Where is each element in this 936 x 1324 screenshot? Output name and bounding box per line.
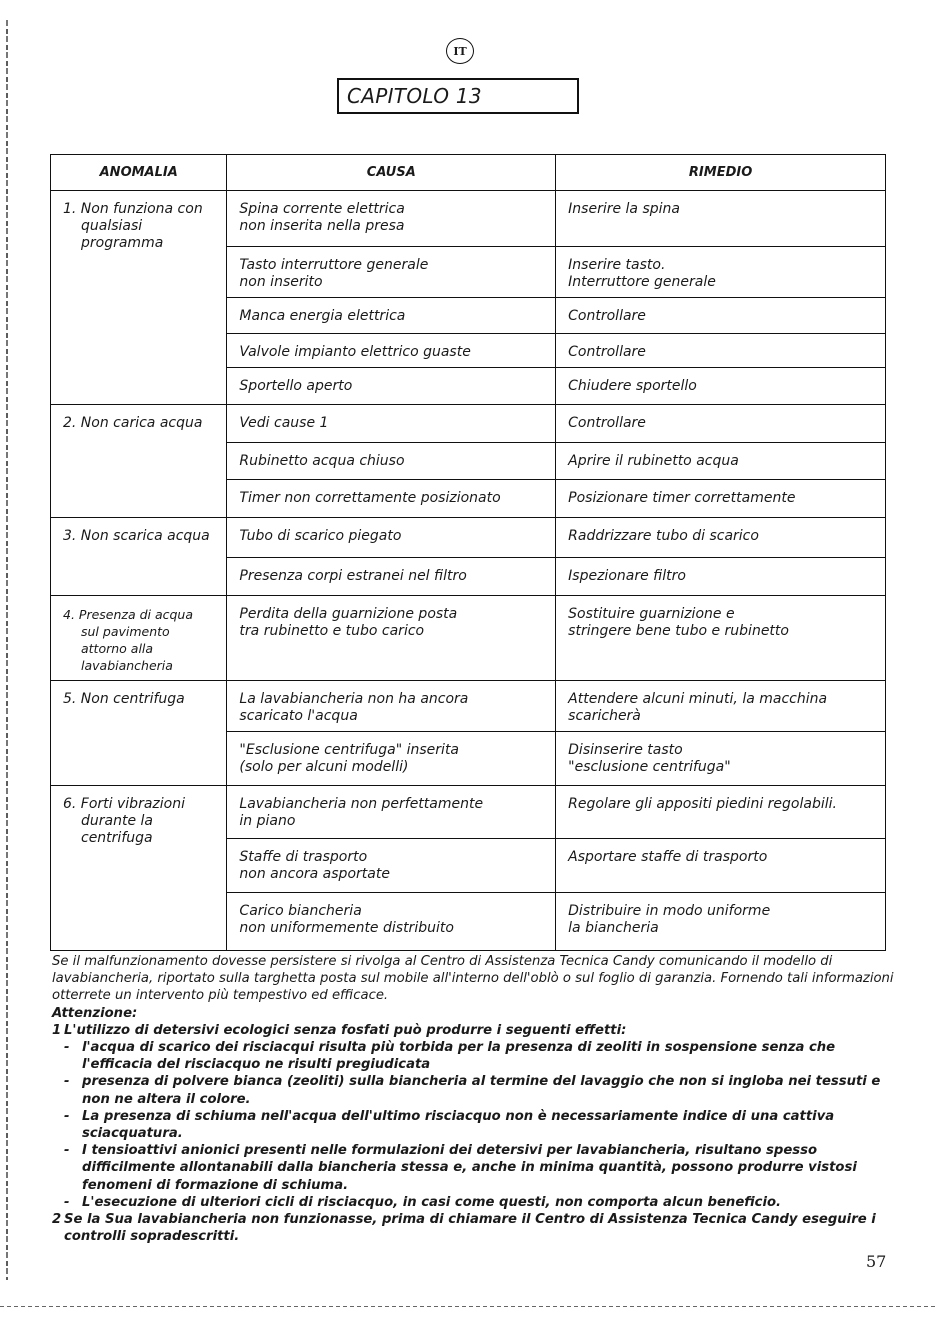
chapter-title: CAPITOLO 13 [337, 78, 579, 114]
anomaly-text: 3. Non scarica acqua [63, 528, 210, 544]
cause-line: (solo per alcuni modelli) [239, 759, 409, 775]
note-item-2 [52, 1211, 894, 1245]
remedy-cell: Controllare [556, 334, 886, 368]
remedy-cell [556, 893, 886, 951]
cause-cell [227, 893, 556, 951]
anomaly-cell [51, 681, 227, 786]
cause-cell [227, 681, 556, 732]
troubleshooting-table [50, 154, 886, 951]
table-row [51, 405, 886, 443]
cause-cell [227, 191, 556, 247]
cause-line: in piano [239, 813, 296, 829]
table-row [51, 786, 886, 839]
cause-line: non uniformemente distribuito [239, 920, 454, 936]
cause-line: non ancora asportate [239, 866, 390, 882]
remedy-line: Inserire la spina [568, 201, 680, 217]
note-item-number: 1 [52, 1022, 62, 1038]
table-row [51, 518, 886, 558]
cause-cell [227, 247, 556, 298]
remedy-cell: Controllare [556, 298, 886, 334]
cause-cell: Valvole impianto elettrico guaste [227, 334, 556, 368]
note-item-number: 2 [52, 1212, 62, 1228]
anomaly-cell [51, 191, 227, 405]
anomaly-cell [51, 405, 227, 518]
list-item-text: La presenza di schiuma nell'acqua dell'ultimo risciacquo non è necessariamente indice di una cattiva sciacquatura. [82, 1108, 835, 1142]
remedy-line: Sostituire guarnizione e [568, 606, 735, 622]
list-item-text: L'esecuzione di ulteriori cicli di risciacquo, in casi come questi, non comporta alcun beneficio. [82, 1194, 782, 1210]
list-item: - La presenza di schiuma nell'acqua dell'ultimo risciacquo non è necessariamente indice di una cattiva sciacquatura. [64, 1108, 835, 1142]
cause-cell [227, 596, 556, 681]
list-item: - I tensioattivi anionici presenti nelle formulazioni dei detersivi per lavabiancheria, risultano spesso difficilmente allontanabili dalla biancheria stessa e, anche in minima quantità, possono produrre vistosi fenomeni di formazione di schiuma. [64, 1143, 857, 1193]
cause-cell: Manca energia elettrica [227, 298, 556, 334]
header-anomalia: ANOMALIA [51, 155, 227, 191]
cause-line: non inserita nella presa [239, 218, 405, 234]
header-rimedio: RIMEDIO [556, 155, 886, 191]
cause-line: Staffe di trasporto [239, 849, 368, 865]
anomaly-text: 1. Non funziona con qualsiasi programma [63, 201, 203, 251]
cause-cell [227, 786, 556, 839]
remedy-cell [556, 681, 886, 732]
intro-paragraph: Se il malfunzionamento dovesse persistere si rivolga al Centro di Assistenza Tecnica Candy comunicando il modello di lavabiancheria, riportato sulla targhetta posta sul mobile all'interno dell'oblò o sul foglio di garanzia. Fornendo tali informazioni otterrete un intervento più tempestivo ed efficace. [52, 954, 894, 1004]
cause-cell [227, 732, 556, 786]
anomaly-text: 4. Presenza di acqua sul pavimento attorno alla lavabiancheria [63, 607, 194, 673]
cause-line: La lavabiancheria non ha ancora [239, 691, 469, 707]
table-row [51, 681, 886, 732]
cause-cell [227, 839, 556, 893]
cause-line: tra rubinetto e tubo carico [239, 623, 425, 639]
remedy-cell: Controllare [556, 405, 886, 443]
anomaly-text: 5. Non centrifuga [63, 691, 185, 707]
remedy-cell [556, 839, 886, 893]
remedy-line: "esclusione centrifuga" [568, 759, 731, 775]
header-causa: CAUSA [227, 155, 556, 191]
notes-section [52, 953, 894, 1245]
anomaly-cell [51, 786, 227, 951]
remedy-cell [556, 247, 886, 298]
note-item-1 [52, 1022, 894, 1039]
list-item-text: l'acqua di scarico dei risciacqui risulta più torbida per la presenza di zeoliti in sospensione senza che l'efficacia del risciacquo ne risulti pregiudicata [82, 1040, 836, 1073]
remedy-line: stringere bene tubo e rubinetto [568, 623, 789, 639]
scan-bottom-edge [0, 1306, 936, 1307]
list-item: - presenza di polvere bianca (zeoliti) sulla biancheria al termine del lavaggio che non si ingloba nei tessuti e non ne altera il colore. [64, 1074, 881, 1107]
note-item-text: Se la Sua lavabiancheria non funzionasse, prima di chiamare il Centro di Assistenza Tecnica Candy eseguire i controlli sopradescritti. [64, 1212, 876, 1245]
remedy-cell: Ispezionare filtro [556, 558, 886, 596]
remedy-cell: Aprire il rubinetto acqua [556, 443, 886, 480]
cause-cell: Presenza corpi estranei nel filtro [227, 558, 556, 596]
cause-line: Perdita della guarnizione posta [239, 606, 458, 622]
list-item-text: presenza di polvere bianca (zeoliti) sulla biancheria al termine del lavaggio che non si ingloba nei tessuti e non ne altera il colore. [82, 1074, 881, 1107]
cause-line: Carico biancheria [239, 903, 362, 919]
cause-cell: Sportello aperto [227, 368, 556, 405]
cause-line: Lavabiancheria non perfettamente [239, 796, 484, 812]
page-number: 57 [866, 1252, 887, 1271]
cause-line: Spina corrente elettrica [239, 201, 405, 217]
remedy-line: Regolare gli appositi piedini regolabili. [568, 796, 837, 812]
attention-label: Attenzione: [52, 1005, 138, 1021]
remedy-cell [556, 786, 886, 839]
remedy-line: Disinserire tasto [568, 742, 683, 758]
cause-cell: Tubo di scarico piegato [227, 518, 556, 558]
list-item: - L'esecuzione di ulteriori cicli di risciacquo, in casi come questi, non comporta alcun beneficio. [64, 1194, 782, 1210]
remedy-cell [556, 596, 886, 681]
language-badge-label: IT [453, 44, 467, 58]
cause-line: non inserito [239, 274, 323, 290]
table-header-row [51, 155, 886, 191]
list-item: - l'acqua di scarico dei risciacqui risulta più torbida per la presenza di zeoliti in sospensione senza che l'efficacia del risciacquo ne risulti pregiudicata [64, 1040, 836, 1073]
cause-line: Tasto interruttore generale [239, 257, 429, 273]
remedy-cell: Raddrizzare tubo di scarico [556, 518, 886, 558]
cause-cell: Rubinetto acqua chiuso [227, 443, 556, 480]
remedy-line: la biancheria [568, 920, 659, 936]
remedy-cell: Chiudere sportello [556, 368, 886, 405]
remedy-line: Distribuire in modo uniforme [568, 903, 771, 919]
remedy-line: Asportare staffe di trasporto [568, 849, 768, 865]
cause-line: scaricato l'acqua [239, 708, 358, 724]
language-badge [446, 38, 474, 64]
remedy-cell: Posizionare timer correttamente [556, 480, 886, 518]
note-item-text: L'utilizzo di detersivi ecologici senza fosfati può produrre i seguenti effetti: [64, 1022, 627, 1038]
remedy-line: Attendere alcuni minuti, la macchina [568, 691, 828, 707]
remedy-line: Interruttore generale [568, 274, 716, 290]
scan-binding-edge [6, 20, 8, 1280]
table-row [51, 596, 886, 681]
table-row [51, 191, 886, 247]
anomaly-text: 2. Non carica acqua [63, 415, 203, 431]
cause-line: "Esclusione centrifuga" inserita [239, 742, 460, 758]
remedy-line: scaricherà [568, 708, 641, 724]
list-item-text: I tensioattivi anionici presenti nelle formulazioni dei detersivi per lavabiancheria, risultano spesso difficilmente allontanabili dalla biancheria stessa e, anche in minima quantità, possono produrre vistosi fenomeni di formazione di schiuma. [82, 1143, 857, 1193]
cause-cell: Vedi cause 1 [227, 405, 556, 443]
cause-cell: Timer non correttamente posizionato [227, 480, 556, 518]
remedy-cell [556, 732, 886, 786]
anomaly-cell [51, 596, 227, 681]
remedy-cell [556, 191, 886, 247]
effects-list [52, 1039, 894, 1211]
remedy-line: Inserire tasto. [568, 257, 666, 273]
anomaly-text: 6. Forti vibrazioni durante la centrifuga [63, 796, 185, 846]
anomaly-cell [51, 518, 227, 596]
